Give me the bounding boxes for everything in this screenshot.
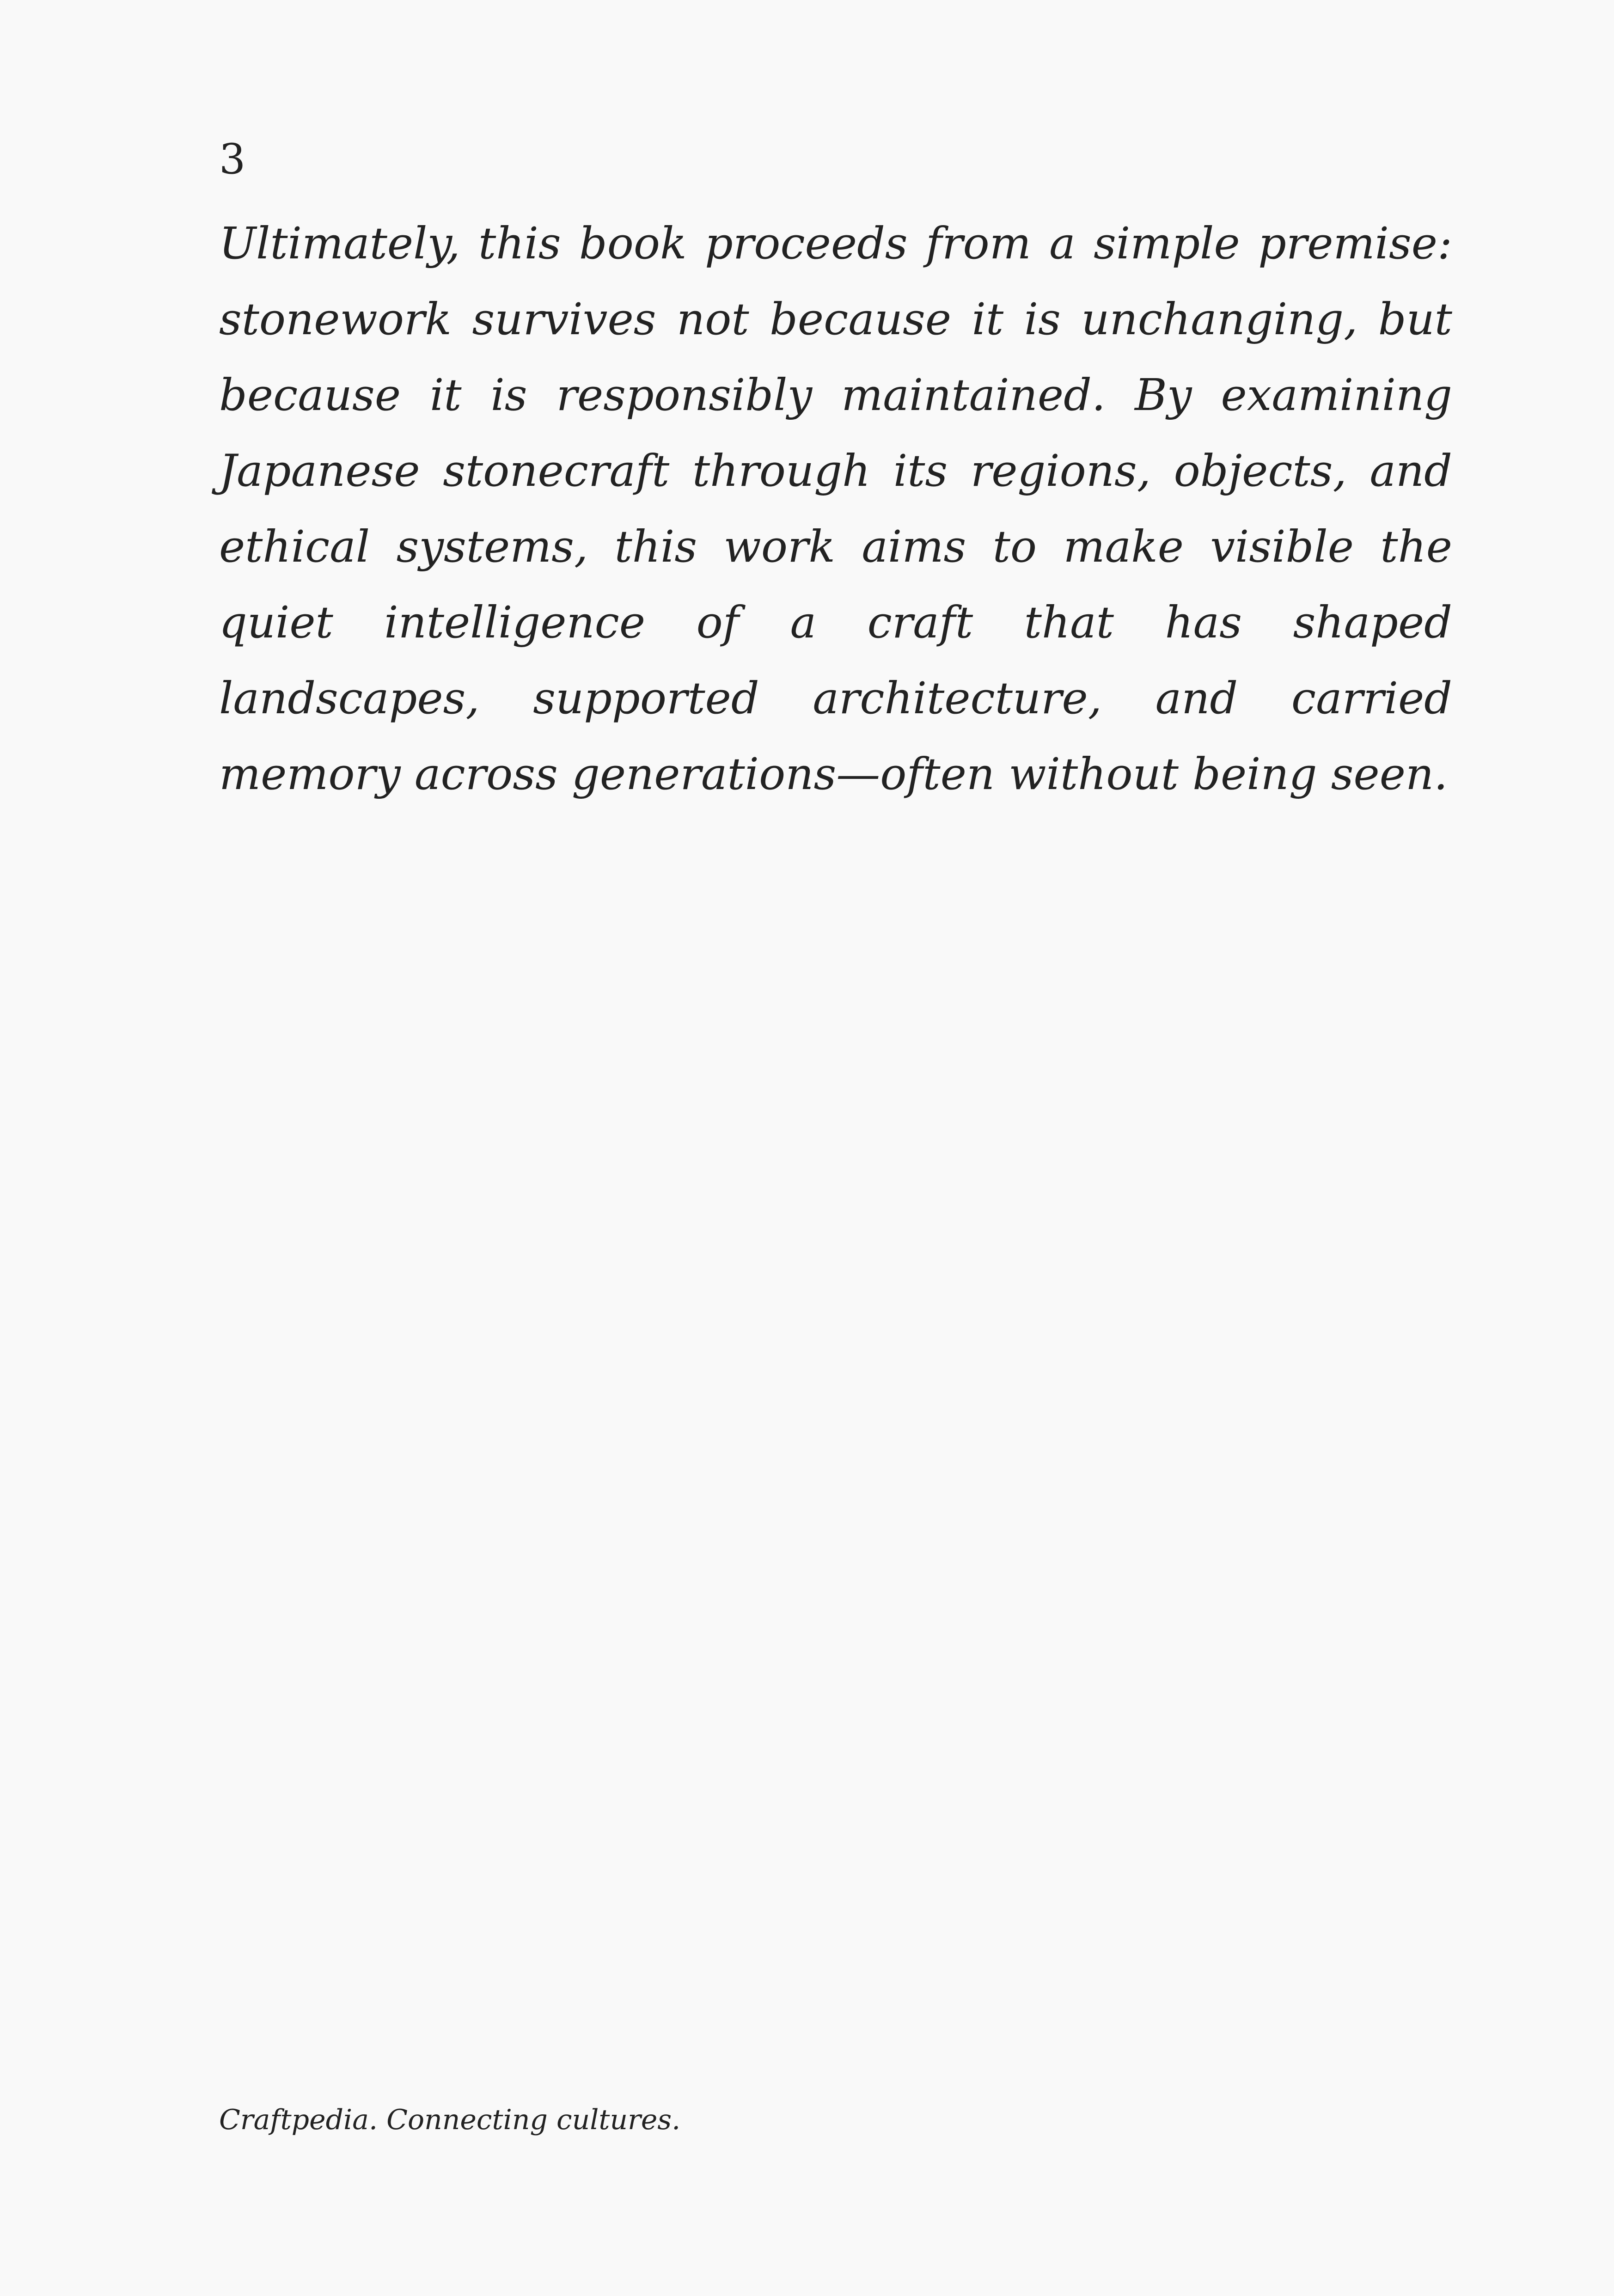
page-number: 3 [219,135,246,184]
footer-tagline: Craftpedia. Connecting cultures. [219,2104,681,2136]
body-paragraph: Ultimately, this book proceeds from a simple premise: stonework survives not because it is unchanging, but because it is responsibly maintained. By examining Japanese stonecraft through its regions, objects, and ethical systems, this work aims to make visible the quiet intelligence of a craft that has shaped landscapes, supported architecture, and carried memory across generations—often without being seen. [219,218,1452,800]
